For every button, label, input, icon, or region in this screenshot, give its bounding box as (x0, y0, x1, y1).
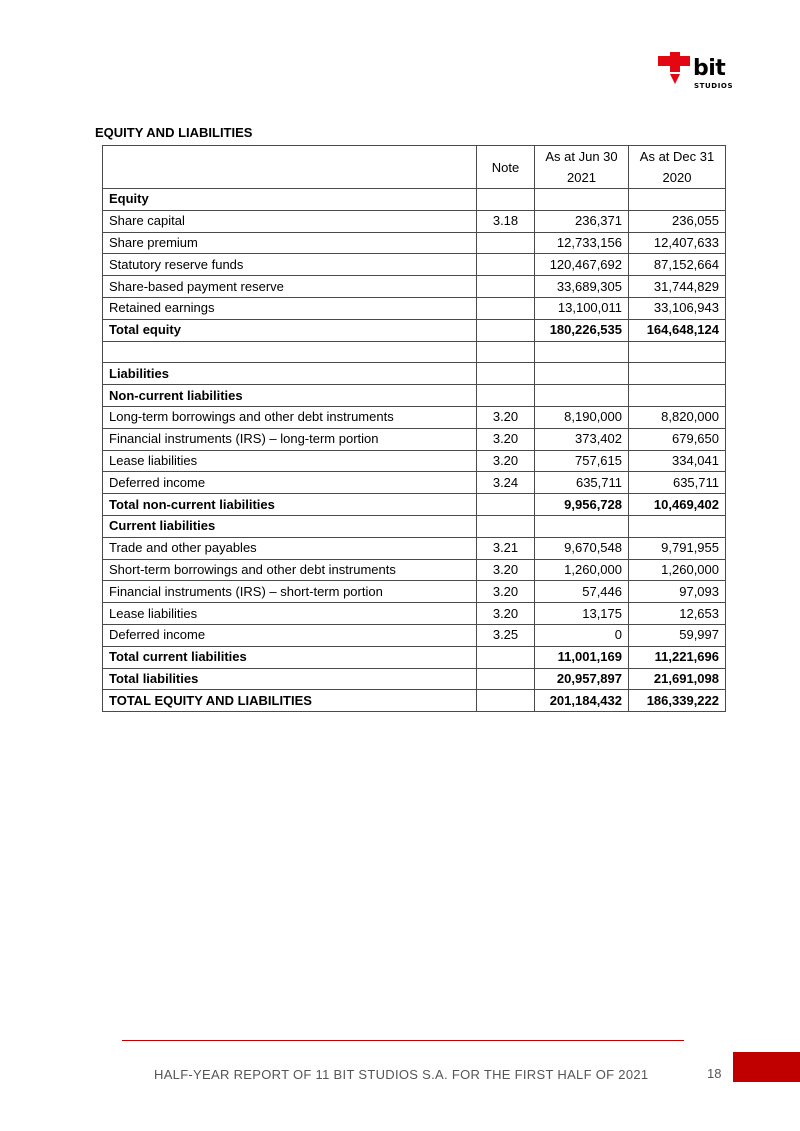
table-row (103, 515, 726, 537)
cell-jun: 12,733,156 (535, 232, 629, 254)
table-row (103, 559, 726, 581)
table-row (103, 472, 726, 494)
cell-label: Total current liabilities (103, 646, 477, 668)
cell-jun: 757,615 (535, 450, 629, 472)
footer-text: HALF-YEAR REPORT OF 11 BIT STUDIOS S.A. FOR THE FIRST HALF OF 2021 (154, 1067, 649, 1082)
cell-label: Long-term borrowings and other debt instruments (103, 406, 477, 428)
footer-divider (122, 1040, 684, 1041)
cell-label: Total equity (103, 319, 477, 341)
table-row (103, 603, 726, 625)
table-row (103, 581, 726, 603)
header-label (103, 146, 477, 189)
cell-dec: 1,260,000 (629, 559, 726, 581)
header-note: Note (477, 146, 535, 189)
cell-note (477, 319, 535, 341)
header-jun-line2: 2021 (567, 170, 596, 185)
cell-note (477, 385, 535, 407)
cell-dec (629, 385, 726, 407)
header-dec-line1: As at Dec 31 (639, 149, 715, 164)
cell-label (103, 341, 477, 363)
cell-jun: 201,184,432 (535, 690, 629, 712)
cell-label: Current liabilities (103, 515, 477, 537)
cell-note (477, 189, 535, 211)
cell-dec: 33,106,943 (629, 297, 726, 319)
table-row (103, 385, 726, 407)
logo-subtitle: STUDIOS (694, 82, 734, 90)
cell-jun: 180,226,535 (535, 319, 629, 341)
cell-jun (535, 189, 629, 211)
table-row (103, 319, 726, 341)
cell-dec (629, 189, 726, 211)
cell-note: 3.20 (477, 559, 535, 581)
cell-dec: 635,711 (629, 472, 726, 494)
table-row (103, 494, 726, 516)
table-row (103, 363, 726, 385)
cell-dec: 97,093 (629, 581, 726, 603)
cell-note: 3.20 (477, 581, 535, 603)
cell-label: Lease liabilities (103, 603, 477, 625)
cell-label: Short-term borrowings and other debt instruments (103, 559, 477, 581)
company-logo (656, 50, 738, 94)
cell-jun: 11,001,169 (535, 646, 629, 668)
logo-word: bit (693, 56, 726, 81)
cell-dec: 11,221,696 (629, 646, 726, 668)
cell-label: Liabilities (103, 363, 477, 385)
cell-note (477, 363, 535, 385)
cell-dec: 679,650 (629, 428, 726, 450)
cell-label: Non-current liabilities (103, 385, 477, 407)
header-jun-2021 (535, 146, 629, 189)
cell-jun: 13,100,011 (535, 297, 629, 319)
cell-label: Financial instruments (IRS) – short-term portion (103, 581, 477, 603)
cell-dec: 9,791,955 (629, 537, 726, 559)
cell-dec (629, 341, 726, 363)
cell-note (477, 297, 535, 319)
table-spacer-row (103, 341, 726, 363)
cell-dec: 87,152,664 (629, 254, 726, 276)
table-row (103, 537, 726, 559)
table-row (103, 668, 726, 690)
cell-dec: 10,469,402 (629, 494, 726, 516)
cell-note (477, 232, 535, 254)
cell-jun: 0 (535, 624, 629, 646)
table-header-row (103, 146, 726, 189)
cell-label: TOTAL EQUITY AND LIABILITIES (103, 690, 477, 712)
section-title: EQUITY AND LIABILITIES (95, 125, 253, 140)
cell-label: Statutory reserve funds (103, 254, 477, 276)
cell-note: 3.21 (477, 537, 535, 559)
cell-label: Retained earnings (103, 297, 477, 319)
cell-dec: 186,339,222 (629, 690, 726, 712)
table-row (103, 297, 726, 319)
table-row (103, 428, 726, 450)
cell-label: Trade and other payables (103, 537, 477, 559)
cell-jun (535, 515, 629, 537)
table-row (103, 210, 726, 232)
cell-jun: 33,689,305 (535, 276, 629, 298)
cell-dec: 236,055 (629, 210, 726, 232)
cell-label: Share capital (103, 210, 477, 232)
cell-label: Share premium (103, 232, 477, 254)
header-dec-2020 (629, 146, 726, 189)
cell-jun: 9,670,548 (535, 537, 629, 559)
cell-label: Equity (103, 189, 477, 211)
table-row (103, 450, 726, 472)
table-row (103, 624, 726, 646)
cell-jun: 20,957,897 (535, 668, 629, 690)
cell-dec (629, 363, 726, 385)
cell-note: 3.20 (477, 406, 535, 428)
balance-sheet-table (102, 145, 726, 712)
cell-dec: 8,820,000 (629, 406, 726, 428)
cell-note (477, 515, 535, 537)
table-row (103, 254, 726, 276)
cell-dec: 59,997 (629, 624, 726, 646)
table-row (103, 232, 726, 254)
cell-label: Share-based payment reserve (103, 276, 477, 298)
cell-jun: 1,260,000 (535, 559, 629, 581)
cell-jun: 13,175 (535, 603, 629, 625)
cell-note (477, 646, 535, 668)
cell-label: Financial instruments (IRS) – long-term portion (103, 428, 477, 450)
cell-note: 3.20 (477, 428, 535, 450)
cell-jun: 57,446 (535, 581, 629, 603)
header-dec-line2: 2020 (662, 170, 692, 185)
cell-note (477, 668, 535, 690)
cell-dec: 31,744,829 (629, 276, 726, 298)
cell-label: Total non-current liabilities (103, 494, 477, 516)
table-row (103, 276, 726, 298)
cell-dec: 334,041 (629, 450, 726, 472)
table-row (103, 690, 726, 712)
page-tab (733, 1052, 800, 1082)
cell-note: 3.20 (477, 450, 535, 472)
cell-note (477, 494, 535, 516)
header-jun-line1: As at Jun 30 (545, 149, 618, 164)
cell-label: Deferred income (103, 624, 477, 646)
cell-label: Lease liabilities (103, 450, 477, 472)
cell-label: Deferred income (103, 472, 477, 494)
cell-jun: 120,467,692 (535, 254, 629, 276)
cell-dec: 12,407,633 (629, 232, 726, 254)
table-row (103, 646, 726, 668)
cell-note (477, 276, 535, 298)
cell-note: 3.20 (477, 603, 535, 625)
cell-jun: 373,402 (535, 428, 629, 450)
cell-note (477, 690, 535, 712)
table-row (103, 189, 726, 211)
cell-jun (535, 363, 629, 385)
cell-jun: 236,371 (535, 210, 629, 232)
cell-dec (629, 515, 726, 537)
cell-dec: 21,691,098 (629, 668, 726, 690)
cell-dec: 12,653 (629, 603, 726, 625)
cell-jun (535, 341, 629, 363)
cell-dec: 164,648,124 (629, 319, 726, 341)
cell-jun (535, 385, 629, 407)
cell-note: 3.24 (477, 472, 535, 494)
cell-jun: 635,711 (535, 472, 629, 494)
cell-note (477, 341, 535, 363)
cell-label: Total liabilities (103, 668, 477, 690)
cell-jun: 9,956,728 (535, 494, 629, 516)
logo-mark-icon (656, 52, 692, 86)
cell-jun: 8,190,000 (535, 406, 629, 428)
page-number: 18 (707, 1066, 722, 1081)
cell-note (477, 254, 535, 276)
cell-note: 3.18 (477, 210, 535, 232)
table-row (103, 406, 726, 428)
cell-note: 3.25 (477, 624, 535, 646)
